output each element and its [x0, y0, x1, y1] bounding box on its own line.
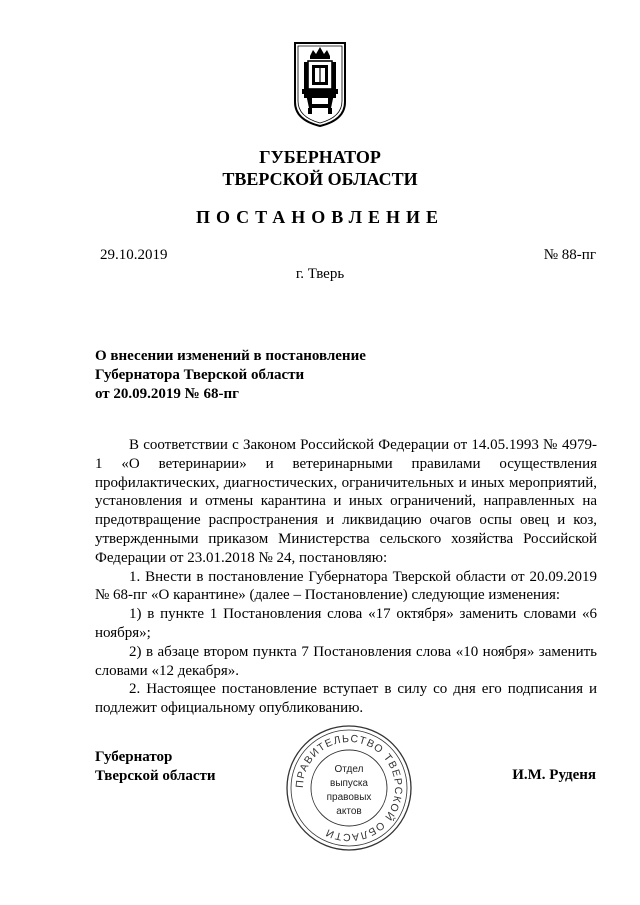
body-paragraph: 1) в пункте 1 Постановления слова «17 октября» заменить словами «6 ноября»; [95, 606, 597, 641]
subject-line: О внесении изменений в постановление [95, 348, 366, 364]
document-city: г. Тверь [295, 266, 345, 282]
document-body [95, 436, 597, 718]
signatory-name: И.М. Руденя [512, 767, 596, 783]
signatory-position-line: Губернатор [95, 749, 173, 765]
signatory-position-line: Тверской области [95, 768, 216, 784]
authority-title-line1: ГУБЕРНАТОР [259, 147, 381, 167]
document-number: № 88-пг [543, 247, 596, 263]
document-type: ПОСТАНОВЛЕНИЕ [195, 207, 445, 227]
stamp-inner-line: правовых [326, 792, 372, 803]
stamp-inner-line: актов [336, 806, 362, 817]
body-paragraph: В соответствии с Законом Российской Федерации от 14.05.1993 № 4979-1 «О ветеринарии» и ветеринарными правилами осуществления профилактических, диагностических, ограничительных и иных мероприятий, установления и отмены карантина и иных ограничений, направленных на предотвращение распространения и ликвидацию очагов оспы овец и коз, утвержденными приказом Министерства сельского хозяйства Российской Федерации от 23.01.2018 № 24, постановляю: [95, 437, 597, 566]
document-subject [95, 347, 366, 404]
document-date: 29.10.2019 [100, 247, 168, 263]
stamp-ring-text: ПРАВИТЕЛЬСТВО ТВЕРСКОЙ ОБЛАСТИ [293, 732, 405, 844]
subject-line: Губернатора Тверской области [95, 367, 305, 383]
body-paragraph: 1. Внести в постановление Губернатора Тверской области от 20.09.2019 № 68-пг «О карантине» (далее – Постановление) следующие изменения: [95, 568, 597, 604]
authority-title-line2: ТВЕРСКОЙ ОБЛАСТИ [222, 169, 418, 189]
body-paragraph: 2) в абзаце втором пункта 7 Постановления слова «10 ноября» заменить словами «12 декабря». [95, 643, 597, 679]
signatory-position [95, 748, 216, 786]
stamp-inner-line: выпуска [330, 778, 368, 789]
stamp-inner-text [310, 763, 388, 819]
tver-coat-of-arms-icon [292, 40, 348, 128]
official-seal-icon [284, 723, 414, 853]
subject-line: от 20.09.2019 № 68-пг [95, 386, 239, 402]
stamp-inner-line: Отдел [334, 764, 364, 775]
body-paragraph: 2. Настоящее постановление вступает в силу со дня его подписания и подлежит официальному опубликованию. [95, 681, 597, 717]
